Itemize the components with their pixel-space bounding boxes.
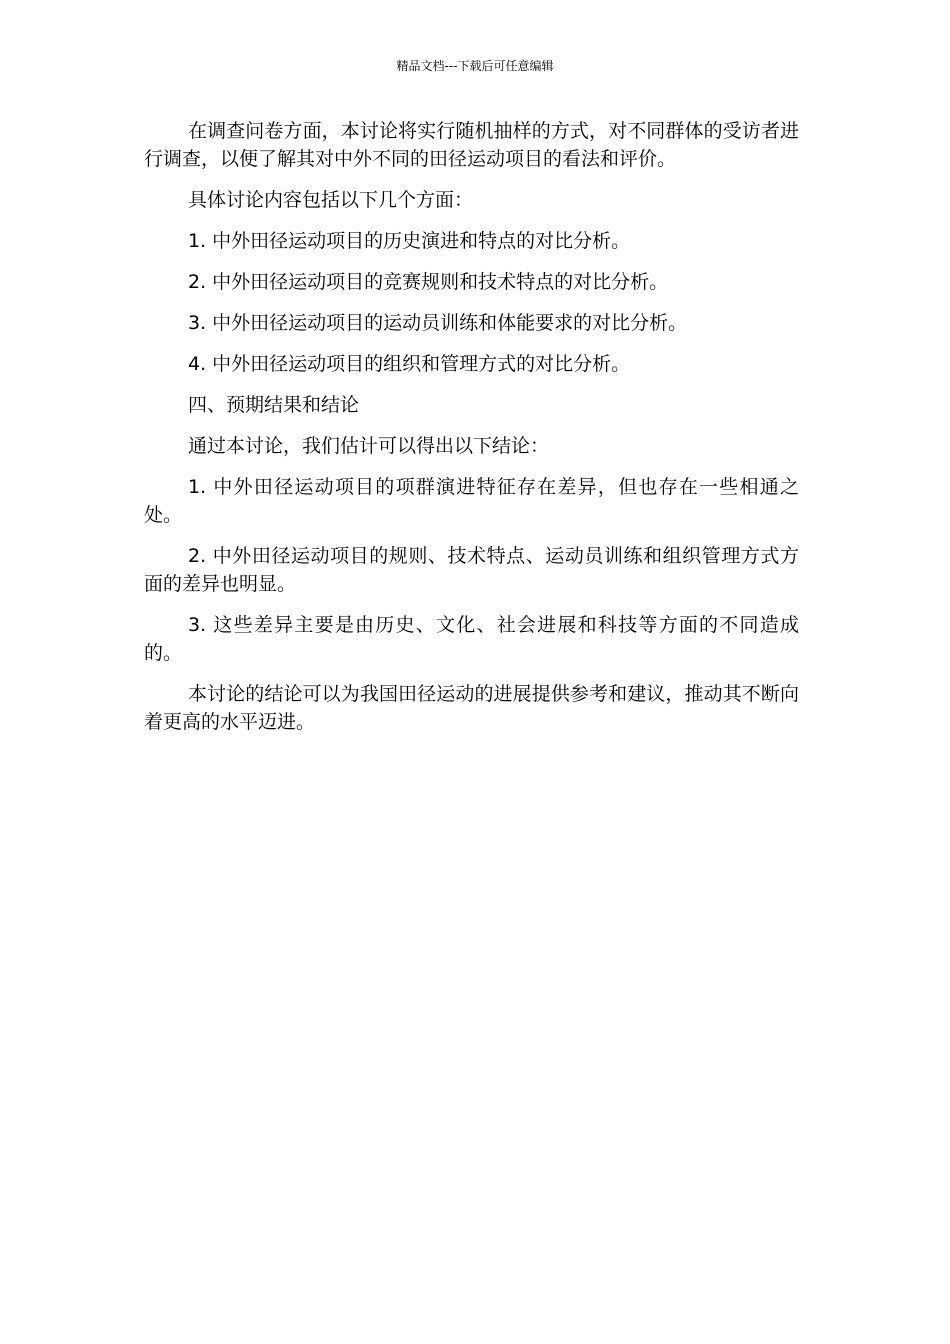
list-item-management: 4. 中外田径运动项目的组织和管理方式的对比分析。 (188, 353, 631, 375)
list-item-history: 1. 中外田径运动项目的历史演进和特点的对比分析。 (188, 230, 631, 252)
conclusion-item-3: 3. 这些差异主要是由历史、文化、社会进展和科技等方面的不同造成的。 (144, 614, 799, 664)
conclusion-item-2: 2. 中外田径运动项目的规则、技术特点、运动员训练和组织管理方式方面的差异也明显。 (144, 545, 799, 595)
paragraph-content-intro: 具体讨论内容包括以下几个方面： (188, 189, 474, 211)
paragraph-conclusion-intro: 通过本讨论，我们估计可以得出以下结论： (188, 435, 550, 457)
list-item-training: 3. 中外田径运动项目的运动员训练和体能要求的对比分析。 (188, 312, 688, 334)
document-body (144, 117, 799, 749)
section-heading-results: 四、预期结果和结论 (188, 394, 360, 416)
page-header: 精品文档---下载后可任意编辑 (396, 59, 554, 73)
paragraph-final: 本讨论的结论可以为我国田径运动的进展提供参考和建议，推动其不断向着更高的水平迈进。 (144, 683, 799, 733)
conclusion-item-1: 1. 中外田径运动项目的项群演进特征存在差异，但也存在一些相通之处。 (144, 476, 799, 526)
paragraph-survey-method: 在调查问卷方面，本讨论将实行随机抽样的方式，对不同群体的受访者进行调查，以便了解其对中外不同的田径运动项目的看法和评价。 (144, 120, 799, 170)
list-item-rules: 2. 中外田径运动项目的竞赛规则和技术特点的对比分析。 (188, 271, 669, 293)
